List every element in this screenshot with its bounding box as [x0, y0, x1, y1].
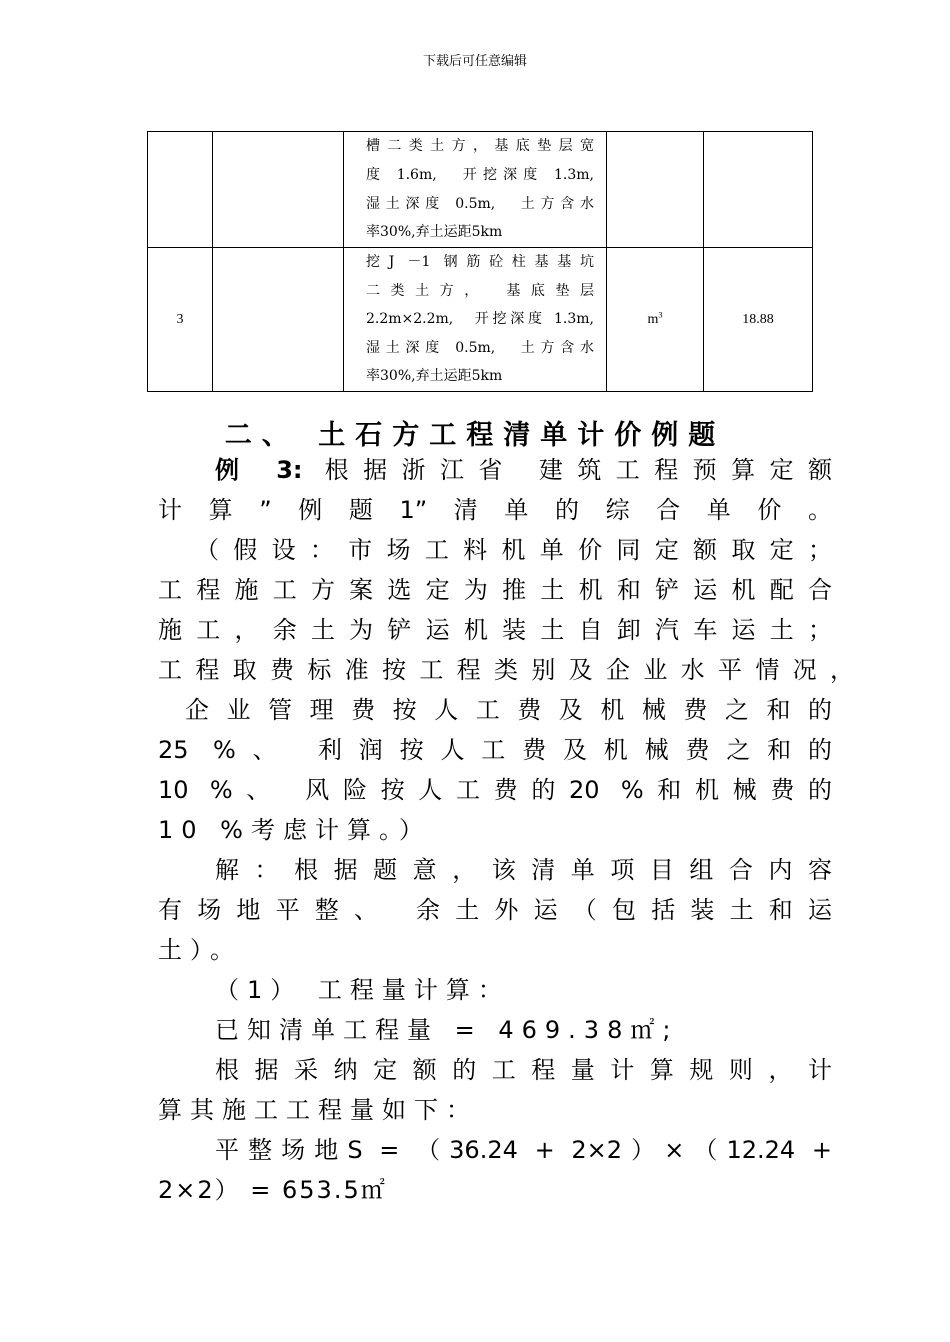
- unit-exponent: 3: [658, 309, 663, 319]
- bill-of-quantities-table: [147, 131, 813, 392]
- item-code-cell: [213, 248, 344, 392]
- row-number-cell: 3: [148, 248, 213, 392]
- formula-line: 平整场地S = （36.24 + 2×2）×（12.24 +: [215, 1136, 832, 1164]
- formula-result-line: 2×2） = 653.5㎡: [158, 1176, 387, 1204]
- description-line: 率30%,弃土运距5km: [366, 224, 503, 241]
- example-intro-text: 根据浙江省 建筑工程预算定额: [324, 456, 832, 484]
- table-row: [148, 132, 813, 248]
- body-text-line: 企业管理费按人工费及机械费之和的: [185, 696, 832, 724]
- unit-cell: [607, 132, 704, 248]
- body-text-line: 计算”例题1”清单的综合单价。: [158, 496, 832, 524]
- body-text-line: 工程施工方案选定为推土机和铲运机配合: [158, 576, 832, 604]
- row-number-cell: [148, 132, 213, 248]
- example-intro-line: [215, 450, 832, 490]
- quantity-cell: 18.88: [704, 248, 813, 392]
- page-header-note: 下载后可任意编辑: [422, 54, 527, 69]
- body-text-line: 施工，余土为铲运机装土自卸汽车运土；: [158, 616, 832, 644]
- description-line: 率30%,弃土运距5km: [366, 368, 503, 385]
- item-code-cell: [213, 132, 344, 248]
- body-text-line: 根据采纳定额的工程量计算规则，计: [215, 1056, 832, 1084]
- body-text-line: 有场地平整、 余土外运（包括装土和运: [158, 896, 832, 924]
- body-text-line: 10 %考虑计算。）: [158, 816, 431, 844]
- body-text-line: 土）。: [158, 936, 242, 964]
- description-line: 2.2m×2.2m, 开挖深度 1.3m,: [366, 311, 594, 328]
- body-text-line: 25 %、 利润按人工费及机械费之和的: [158, 736, 832, 764]
- unit-cell: [607, 248, 704, 392]
- assumption-line: （假设：市场工料机单价同定额取定；: [195, 536, 832, 564]
- solution-line: 解：根据题意，该清单项目组合内容: [215, 856, 832, 884]
- description-line: 湿土深度 0.5m, 土方含水: [366, 339, 594, 356]
- quantity-cell: [704, 132, 813, 248]
- known-quantity-line: 已知清单工程量 = 469.38㎡;: [215, 1016, 679, 1044]
- unit-text: m: [647, 311, 659, 327]
- item-description-cell: [344, 132, 607, 248]
- description-line: 挖J －1 钢筋砼柱基基坑: [366, 254, 594, 271]
- step-heading: （1） 工程量计算：: [215, 976, 510, 1004]
- description-line: 二类土方， 基底垫层: [366, 282, 594, 299]
- description-line: 度 1.6m, 开挖深度 1.3m,: [366, 166, 594, 183]
- table-row: [148, 248, 813, 392]
- body-text-line: 工程取费标准按工程类别及企业水平情况，: [158, 656, 854, 684]
- body-text-line: 算其施工工程量如下：: [158, 1096, 478, 1124]
- section-title: 二、 土石方工程清单计价例题: [224, 420, 726, 451]
- example-label: 例 3:: [215, 456, 303, 484]
- item-description-cell: [344, 248, 607, 392]
- description-line: 槽二类土方，基底垫层宽: [366, 138, 594, 155]
- description-line: 湿土深度 0.5m, 土方含水: [366, 195, 594, 212]
- body-text-line: 10 %、 风险按人工费的20 %和机械费的: [158, 776, 832, 804]
